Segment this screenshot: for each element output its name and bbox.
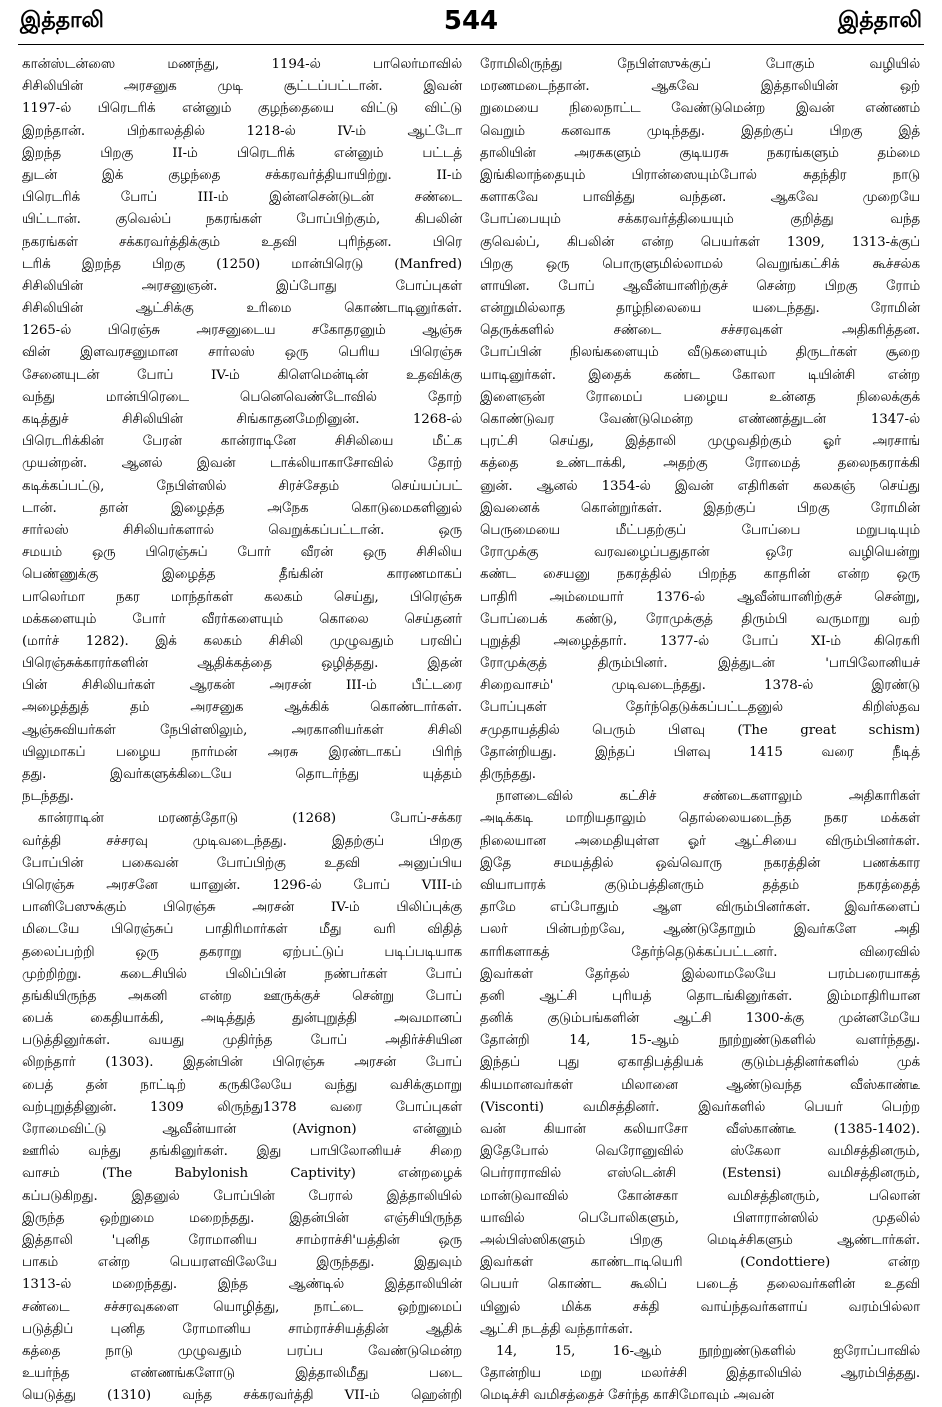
- text-line: பெர்ராராவில் எஸ்டென்சி (Estensi) வமிசத்தினரும்,: [480, 1166, 920, 1182]
- text-line: களாகவே பாவித்து வந்தன. ஆகவே முறையே: [480, 190, 920, 206]
- text-line: என்றுமில்லாத தாழ்நிலையை யடைந்தது. ரோமின்: [480, 301, 920, 317]
- text-line: கத்தை நாடு முழுவதும் பரப்ப வேண்டுமென்ற: [22, 1343, 462, 1359]
- text-line: கப்படுகிறது. இதனுல் போப்பின் பேரால் இத்தாலியில்: [22, 1188, 462, 1204]
- page-number: 544: [443, 6, 499, 36]
- text-line: ளாயின. போப் ஆவீன்யானிற்குச் சென்ற பிறகு ரோம்: [480, 278, 920, 294]
- text-line: பாகம் என்ற பெயரளவிலேயே இருந்தது. இதுவும்: [22, 1255, 462, 1271]
- text-line: சிறைவாசம்' முடிவடைந்தது. 1378-ல் இரண்டு: [480, 678, 920, 694]
- text-line: பாதிரி அம்மையார் 1376-ல் ஆவீன்யானிற்குச் சென்று,: [480, 589, 920, 605]
- text-line: அல்பிஸ்ஸிகளும் பிறகு மெடிச்சிகளும் ஆண்டார்கள்.: [480, 1232, 920, 1248]
- running-title-right: இத்தாலி: [838, 8, 922, 33]
- text-line: பெருமையை மீட்பதற்குப் போப்பை மறுபடியும்: [480, 522, 920, 538]
- text-line: தாலியின் அரசுகளும் குடியரசு நகரங்களும் தம்மை: [480, 145, 920, 161]
- text-line: இறந்தான். பிற்காலத்தில் 1218-ல் IV-ம் ஆட்டோ: [22, 123, 462, 139]
- text-line: மான்டுவாவில் கோன்சகா வமிசத்தினரும், பலொன்: [480, 1188, 920, 1204]
- text-line: கான்ஸ்டன்ஸை மணந்து, 1194-ல் பாலெர்மாவில்: [22, 57, 462, 72]
- text-line: புரட்சி செய்து, இத்தாலி முழுவதிற்கும் ஓர் அரசாங்: [480, 434, 920, 450]
- text-line: இவர்கள் தேர்தல் இல்லாமலேயே பரம்பரையாகத்: [480, 966, 920, 982]
- text-line: தது. இவர்களுக்கிடையே தொடர்ந்து யுத்தம்: [22, 767, 462, 782]
- text-line: முயன்றன். ஆனல் இவன் டாக்லியாகாசோவில் தோற்: [22, 456, 462, 472]
- text-line: முற்றிற்று. கடைசியில் பிலிப்பின் நண்பர்கள் போப்: [22, 966, 462, 982]
- running-title-left: இத்தாலி: [20, 8, 104, 33]
- text-line: யாடினுர்கள். இதைக் கண்ட கோலா டியின்சி என்ற: [480, 367, 920, 383]
- text-line: படுத்தினுர்கள். வயது முதிர்ந்த போப் அதிர்ச்சியின: [22, 1033, 462, 1049]
- text-line: மெடிச்சி வமிசத்தைச் சேர்ந்த காசிமோவும் அவன்: [480, 1388, 774, 1404]
- text-line: பானிபேஸுக்கும் பிரெஞ்சு அரசன் IV-ம் பிலிப்புக்கு: [22, 900, 462, 916]
- text-line: கடித்துச் சிசிலியின் சிங்காதனமேறினுன். 1268-ல்: [22, 412, 462, 427]
- text-line: தோன்றிய மறு மலர்ச்சி இத்தாலியில் ஆரம்பித்தது.: [480, 1366, 920, 1382]
- text-line: தோன்றி 14, 15-ஆம் நூற்றுண்டுகளில் வளர்ந்தது.: [480, 1033, 920, 1049]
- text-line: குவெல்ப், கிபலின் என்ற பெயர்கள் 1309, 1313-க்குப்: [480, 234, 920, 250]
- text-line: 14, 15, 16-ஆம் நூற்றுண்டுகளில் ஐரோப்பாவில்: [496, 1343, 920, 1359]
- text-line: 1265-ல் பிரெஞ்சு அரசனுடைய சகோதரனும் ஆஞ்சு: [22, 323, 462, 339]
- text-line: (Visconti) வமிசத்தினர். இவர்களில் பெயர் பெற்ற: [480, 1099, 920, 1115]
- text-line: தாமே எப்போதும் ஆள விரும்பினர்கள். இவர்களைப்: [480, 900, 920, 916]
- text-line: னுன். ஆனல் 1354-ல் இவன் எதிரிகள் கலகஞ் செய்து: [480, 478, 920, 494]
- text-line: ரோமுக்கு வரவழைப்பதுதான் ஒரே வழியென்று: [480, 545, 920, 561]
- text-line: கத்தை உண்டாக்கி, அதற்கு ரோமைத் தலைநகராக்கி: [480, 456, 920, 472]
- left-column: [22, 54, 462, 1404]
- text-line: உயர்ந்த எண்ணங்களோடு இத்தாலிமீது படை: [22, 1366, 462, 1382]
- text-line: சிசிலியின் ஆட்சிக்கு உரிமை கொண்டாடினுர்கள்.: [22, 301, 462, 317]
- text-line: கடிக்கப்பட்டு, நேபிள்ஸில் சிரச்சேதம் செய்யப்பட்: [22, 478, 462, 494]
- text-line: போப்பின் நிலங்களையும் வீடுகளையும் திருடர்கள் சூறை: [480, 345, 920, 361]
- text-line: போப்பின் பகைவன் போப்பிற்கு உதவி அனுப்பிய: [22, 855, 462, 871]
- text-line: வற்புறுத்தினுன். 1309 லிருந்து1378 வரை போப்புகள்: [22, 1099, 462, 1115]
- text-line: கான்ராடின் மரணத்தோடு (1268) போப்-சக்கர: [38, 811, 462, 827]
- text-line: யினுல் மிக்க சக்தி வாய்ந்தவர்களாய் வரம்பில்லா: [480, 1299, 920, 1315]
- text-line: ரோமிலிருந்து நேபிள்ஸுக்குப் போகும் வழியில்: [480, 57, 920, 72]
- text-line: கொண்டுவர வேண்டுமென்ற எண்ணத்துடன் 1347-ல்: [480, 412, 920, 427]
- text-line: 1197-ல் பிரெடரிக் என்னும் குழந்தையை விட்டு விட்டு: [22, 101, 462, 117]
- text-line: படுத்திப் புனித ரோமானிய சாம்ராச்சியத்தின் ஆதிக்: [22, 1321, 462, 1337]
- text-line: போப்பையும் சக்கரவர்த்தியையும் குறித்து வந்த: [480, 212, 920, 228]
- text-line: பிரெஞ்சு அரசனே யானுன். 1296-ல் போப் VIII-ம்: [22, 877, 462, 893]
- text-line: மிடையே பிரெஞ்சுப் பாதிரிமார்கள் மீது வரி விதித்: [22, 922, 462, 938]
- text-line: வாசம் (The Babylonish Captivity) என்றழைக்: [22, 1166, 462, 1182]
- text-line: வெறும் கனவாக முடிந்தது. இதற்குப் பிறகு இத்: [480, 123, 920, 139]
- text-line: திருந்தது.: [480, 767, 536, 782]
- header-rule: [18, 44, 924, 45]
- text-line: பைக் கைதியாக்கி, அடித்துத் துன்புறுத்தி அவமானப்: [22, 1011, 462, 1027]
- text-line: சிசிலியின் அரசனுக முடி சூட்டப்பட்டான். இவன்: [22, 79, 462, 95]
- text-line: யெடுத்து (1310) வந்த சக்கரவர்த்தி VII-ம் ஹென்றி: [22, 1388, 462, 1404]
- text-line: புறுத்தி அழைத்தார். 1377-ல் போப் XI-ம் கிரெகரி: [480, 633, 920, 649]
- text-line: பிரெடரிக்கின் பேரன் கான்ராடினே சிசிலியை மீட்க: [22, 434, 462, 450]
- text-line: இதே சமயத்தில் ஒவ்வொரு நகரத்தின் பணக்கார: [480, 855, 920, 871]
- text-line: சமயம் ஒரு பிரெஞ்சுப் போர் வீரன் ஒரு சிசிலிய: [22, 545, 462, 561]
- text-line: சேனையுடன் போப் IV-ம் கிளெமென்டின் உதவிக்கு: [22, 367, 462, 383]
- text-line: கண்ட சையனு நகரத்தில் பிறந்த காதரின் என்ற ஒரு: [480, 567, 920, 583]
- text-line: யிட்டான். குவெல்ப் நகரங்கள் போப்பிற்கும், கிபலின்: [22, 212, 462, 228]
- text-line: பைத் தன் நாட்டிற் கருகிலேயே வந்து வசிக்குமாறு: [22, 1077, 462, 1093]
- text-line: லிறந்தார் (1303). இதன்பின் பிரெஞ்சு அரசன் போப்: [22, 1055, 462, 1071]
- text-line: வன் கியான் கலியாசோ வீஸ்காண்டீ (1385-1402).: [480, 1122, 920, 1137]
- text-line: வின் இளவரசனுமான சார்லஸ் ஒரு பெரிய பிரெஞ்சு: [22, 345, 462, 361]
- text-line: வர்த்தி சச்சரவு முடிவடைந்தது. இதற்குப் பிறகு: [22, 833, 462, 849]
- text-line: பிரெடரிக் போப் III-ம் இன்னசென்டுடன் சண்டை: [22, 190, 462, 206]
- text-line: காரிகளாகத் தேர்ந்தெடுக்கப்பட்டனர். விரைவில்: [480, 944, 920, 960]
- text-line: தங்கியிருந்த அகனி என்ற ஊருக்குச் சென்று போப்: [22, 988, 462, 1004]
- text-line: தனிக் குடும்பங்களின் ஆட்சி 1300-க்கு முன்னமேயே: [480, 1011, 920, 1027]
- text-line: வியாபாரக் குடும்பத்தினரும் தத்தம் நகரத்தைத்: [480, 877, 920, 893]
- text-line: இருந்த ஒற்றுமை மறைந்தது. இதன்பின் எஞ்சியிருந்த: [22, 1210, 462, 1226]
- text-line: துடன் இக் குழந்தை சக்கரவர்த்தியாயிற்று. II-ம்: [22, 167, 462, 183]
- text-line: பிரெஞ்சுக்காரர்களின் ஆதிக்கத்தை ஒழித்தது. இதன்: [22, 656, 462, 672]
- text-line: இந்தப் புது ஏகாதிபத்தியக் குடும்பத்தினர்களில் முக்: [480, 1055, 920, 1071]
- text-line: பின் சிசிலியர்கள் ஆரகன் அரசன் III-ம் பீட்டரை: [22, 678, 462, 694]
- text-line: போப்பைக் கண்டு, ரோமுக்குத் திரும்பி வருமாறு வற்: [480, 611, 920, 627]
- text-line: இளைஞன் ரோமைப் பழைய உன்னத நிலைக்குக்: [480, 389, 920, 405]
- text-line: சமுதாயத்தில் பெரும் பிளவு (The great schism): [480, 722, 920, 738]
- text-line: வந்து மான்பிரெடை பெனெவெண்டோவில் தோற்: [22, 389, 462, 405]
- text-line: பிறகு ஒரு பொருளுமில்லாமல் வெறுங்கட்சிக் கூச்சல்க: [480, 256, 920, 272]
- text-line: நகரங்கள் சக்கரவர்த்திக்கும் உதவி புரிந்தன. பிரெ: [22, 234, 462, 250]
- text-line: (மார்ச் 1282). இக் கலகம் சிசிலி முழுவதும் பரவிப்: [22, 633, 462, 649]
- text-line: போப்புகள் தேர்ந்தெடுக்கப்பட்டதனுல் கிறிஸ்தவ: [480, 700, 920, 716]
- text-line: நிலையான அமைதியுள்ள ஓர் ஆட்சியை விரும்பினர்கள்.: [480, 833, 920, 849]
- text-line: ஊரில் வந்து தங்கினுர்கள். இது பாபிலோனியச் சிறை: [22, 1144, 462, 1160]
- text-line: இறந்த பிறகு II-ம் பிரெடரிக் என்னும் பட்டத்: [22, 145, 462, 161]
- text-line: நடந்தது.: [22, 789, 74, 805]
- text-line: ரோமைவிட்டு ஆவீன்யான் (Avignon) என்னும்: [22, 1122, 462, 1137]
- text-line: மரணமடைந்தான். ஆகவே இத்தாலியின் ஒற்: [480, 79, 920, 95]
- text-line: தெருக்களில் சண்டை சச்சரவுகள் அதிகரித்தன.: [480, 323, 920, 339]
- text-line: டரிக் இறந்த பிறகு (1250) மான்பிரெடு (Manfred): [22, 256, 462, 272]
- text-line: அடிக்கடி மாறியதாலும் தொல்லையடைந்த நகர மக்கள்: [480, 811, 920, 827]
- text-line: மக்களையும் போர் வீரர்களையும் கொலை செய்தனர்: [22, 611, 462, 627]
- text-line: இதேபோல் வெரோனுவில் ஸ்கேலா வமிசத்தினரும்,: [480, 1144, 920, 1160]
- right-column: [480, 54, 920, 1404]
- text-line: தோன்றியது. இந்தப் பிளவு 1415 வரை நீடித்: [480, 744, 920, 760]
- text-line: சண்டை சச்சரவுகளை யொழித்து, நாட்டை ஒற்றுமைப்: [22, 1299, 462, 1315]
- text-line: நாளடைவில் கட்சிச் சண்டைகளாலும் அதிகாரிகள்: [496, 789, 920, 805]
- text-line: கியமானவர்கள் மிலானை ஆண்டுவந்த வீஸ்காண்டீ: [480, 1077, 920, 1093]
- text-line: சிசிலியின் அரசனுஞன். இப்போது போப்புகள்: [22, 278, 462, 294]
- text-line: ஆட்சி நடத்தி வந்தார்கள்.: [480, 1321, 633, 1337]
- text-line: தலைப்பற்றி ஒரு தகராறு ஏற்பட்டுப் படிப்படியாக: [22, 944, 462, 960]
- text-line: ரோமுக்குத் திரும்பினர். இத்துடன் 'பாபிலோனியச்: [480, 656, 920, 672]
- text-line: 1313-ல் மறைந்தது. இந்த ஆண்டில் இத்தாலியின்: [22, 1277, 462, 1293]
- text-line: சார்லஸ் சிசிலியர்களால் வெறுக்கப்பட்டான். ஒரு: [22, 522, 462, 538]
- text-line: யிலுமாகப் பழைய நார்மன் அரசு இரண்டாகப் பிரிந்: [22, 744, 462, 760]
- text-line: யாவில் பெபோலிகளும், பிளாரான்ஸில் முதலில்: [480, 1210, 920, 1226]
- text-line: பெயர் கொண்ட கூலிப் படைத் தலைவர்களின் உதவி: [480, 1277, 920, 1293]
- text-line: டான். தான் இழைத்த அநேக கொடுமைகளினுல்: [22, 500, 462, 516]
- text-line: அழைத்துத் தம் அரசனுக ஆக்கிக் கொண்டார்கள்.: [22, 700, 462, 716]
- page-header: [18, 6, 924, 46]
- text-line: இவர்கள் காண்டாடியெரி (Condottiere) என்ற: [480, 1255, 920, 1271]
- text-line: பலர் பின்பற்றவே, ஆண்டுதோறும் இவர்களே அதி: [480, 922, 920, 938]
- text-line: றுமையை நிலைநாட்ட வேண்டுமென்ற இவன் எண்ணம்: [480, 101, 920, 117]
- text-line: பெண்ணுக்கு இழைத்த தீங்கின் காரணமாகப்: [22, 567, 462, 583]
- text-line: ஆஞ்சுவியர்கள் நேபிள்ஸிலும், அரகானியர்கள் சிசிலி: [22, 722, 462, 738]
- text-line: இத்தாலி 'புனித ரோமானிய சாம்ராச்சி'யத்தின் ஒரு: [22, 1232, 462, 1248]
- text-line: இவனைக் கொன்றுர்கள். இதற்குப் பிறகு ரோமின்: [480, 500, 920, 516]
- text-line: தனி ஆட்சி புரியத் தொடங்கினுர்கள். இம்மாதிரியான: [480, 988, 920, 1004]
- text-line: இங்கிலாந்தையும் பிரான்ஸையும்போல் சுதந்திர நாடு: [480, 167, 920, 183]
- text-line: பாலெர்மா நகர மாந்தர்கள் கலகம் செய்து, பிரெஞ்சு: [22, 589, 462, 605]
